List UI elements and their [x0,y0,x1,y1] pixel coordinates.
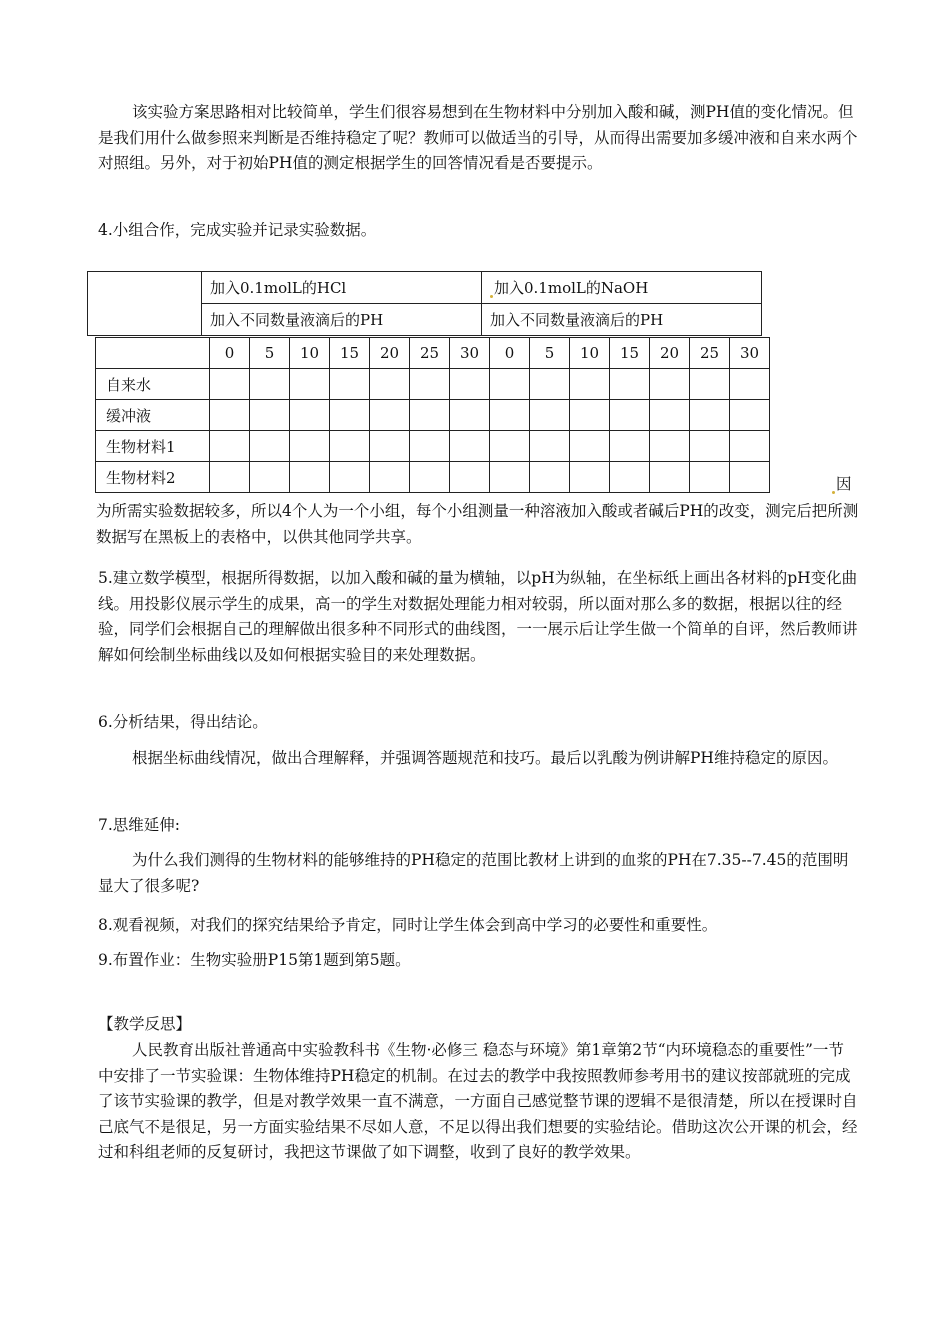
table-row [96,431,770,462]
empty-cell [250,462,290,493]
drops-cell: 0 [210,338,250,369]
empty-cell [250,400,290,431]
empty-cell [370,431,410,462]
empty-cell [530,462,570,493]
empty-cell [530,400,570,431]
empty-cell [730,431,770,462]
paragraph-group-explanation: 为所需实验数据较多，所以4个人为一个小组，每个小组测量一种溶液加入酸或者碱后PH的改变，测完后把所测数据写在黑板上的表格中，以供其他同学共享。 [96,502,859,546]
empty-cell [730,400,770,431]
empty-cell [450,431,490,462]
mark-dot [490,295,493,298]
empty-cell [290,431,330,462]
naoh-header-text: 加入0.1molL的NaOH [494,279,649,297]
empty-cell [570,431,610,462]
empty-cell [610,369,650,400]
empty-cell [410,400,450,431]
hcl-header: 加入0.1molL的HCl [202,272,482,304]
continuation-char-text: 因 [836,475,852,493]
table-row [96,369,770,400]
empty-cell [290,369,330,400]
step-6-heading: 6.分析结果，得出结论。 [98,713,268,731]
empty-cell [210,431,250,462]
empty-cell [730,369,770,400]
empty-cell [450,462,490,493]
empty-cell [730,462,770,493]
empty-cell [210,369,250,400]
empty-cell [610,462,650,493]
empty-cell [690,400,730,431]
empty-cell [210,400,250,431]
empty-cell [650,431,690,462]
empty-cell [370,462,410,493]
drops-cell: 15 [330,338,370,369]
empty-cell [650,462,690,493]
drops-cell: 10 [570,338,610,369]
drops-cell: 0 [490,338,530,369]
step-6-paragraph: 根据坐标曲线情况，做出合理解释，并强调答题规范和技巧。最后以乳酸为例讲解PH维持稳定的原因。 [132,749,838,767]
table-header-block [87,271,762,336]
empty-cell [570,369,610,400]
empty-cell [410,462,450,493]
empty-cell [410,431,450,462]
empty-cell [330,431,370,462]
drops-cell: 30 [730,338,770,369]
step-8-paragraph: 8.观看视频，对我们的探究结果给予肯定，同时让学生体会到高中学习的必要性和重要性。 [98,916,718,934]
empty-cell [610,400,650,431]
drops-cell: 10 [290,338,330,369]
empty-cell [530,431,570,462]
row-label: 缓冲液 [96,400,210,431]
empty-cell [650,369,690,400]
step-5-paragraph: 5.建立数学模型，根据所得数据，以加入酸和碱的量为横轴，以pH为纵轴，在坐标纸上画出各材料的pH变化曲线。用投影仪展示学生的成果，高一的学生对数据处理能力相对较弱，所以面对那么多的数据，根据以往的经验，同学们会根据自己的理解做出很多种不同形式的曲线图，一一展示后让学生做一个简单的自评，然后教师讲解如何绘制坐标曲线以及如何根据实验目的来处理数据。 [98,569,858,664]
empty-cell [370,369,410,400]
step-7-paragraph: 为什么我们测得的生物材料的能够维持的PH稳定的范围比教材上讲到的血浆的PH在7.35--7.45的范围明显大了很多呢? [98,851,849,895]
empty-cell [570,400,610,431]
empty-cell [450,369,490,400]
hcl-subheader: 加入不同数量液滴后的PH [202,304,482,336]
empty-cell [410,369,450,400]
empty-cell [450,400,490,431]
drops-cell: 30 [450,338,490,369]
continuation-char [832,472,852,494]
row-label: 自来水 [96,369,210,400]
table-row [96,462,770,493]
drops-cell: 5 [250,338,290,369]
naoh-subheader: 加入不同数量液滴后的PH [482,304,762,336]
empty-cell [330,462,370,493]
ph-data-table [95,337,770,493]
empty-cell [650,400,690,431]
empty-cell [690,462,730,493]
empty-cell [370,400,410,431]
step-7-heading: 7.思维延伸: [98,816,181,834]
empty-cell [690,369,730,400]
drops-cell: 25 [690,338,730,369]
naoh-header [482,272,762,304]
empty-cell [490,431,530,462]
empty-cell [290,462,330,493]
empty-cell [570,462,610,493]
reflection-title: 【教学反思】 [98,1015,192,1033]
empty-cell [330,400,370,431]
drops-cell: 15 [610,338,650,369]
table-corner-cell [88,272,202,336]
empty-cell [330,369,370,400]
empty-cell [530,369,570,400]
empty-cell [490,400,530,431]
empty-cell [490,369,530,400]
empty-cell [490,462,530,493]
empty-cell [250,369,290,400]
row-label: 生物材料1 [96,431,210,462]
mark-dot [832,491,835,494]
drops-cell: 5 [530,338,570,369]
step-9-paragraph: 9.布置作业：生物实验册P15第1题到第5题。 [98,951,411,969]
empty-cell [250,431,290,462]
drops-cell: 20 [650,338,690,369]
row-label: 生物材料2 [96,462,210,493]
paragraph-intro: 该实验方案思路相对比较简单，学生们很容易想到在生物材料中分别加入酸和碱，测PH值的变化情况。但是我们用什么做参照来判断是否维持稳定了呢？教师可以做适当的引导，从而得出需要加多缓冲液和自来水两个对照组。另外，对于初始PH值的测定根据学生的回答情况看是否要提示。 [98,103,858,172]
drops-cell: 20 [370,338,410,369]
drops-cell: 25 [410,338,450,369]
empty-cell [690,431,730,462]
reflection-paragraph: 人民教育出版社普通高中实验教科书《生物·必修三 稳态与环境》第1章第2节“内环境稳态的重要性”一节中安排了一节实验课：生物体维持PH稳定的机制。在过去的教学中我按照教师参考用书的建议按部就班的完成了该节实验课的教学，但是对教学效果一直不满意，一方面自己感觉整节课的逻辑不是很清楚，所以在授课时自己底气不是很足，另一方面实验结果不尽如人意，不足以得出我们想要的实验结论。借助这次公开课的机会，经过和科组老师的反复研讨，我把这节课做了如下调整，收到了良好的教学效果。 [98,1041,858,1161]
step-4-heading: 4.小组合作，完成实验并记录实验数据。 [98,221,377,239]
drops-row [96,338,770,369]
drops-label-cell [96,338,210,369]
table-row [96,400,770,431]
empty-cell [290,400,330,431]
empty-cell [610,431,650,462]
empty-cell [210,462,250,493]
